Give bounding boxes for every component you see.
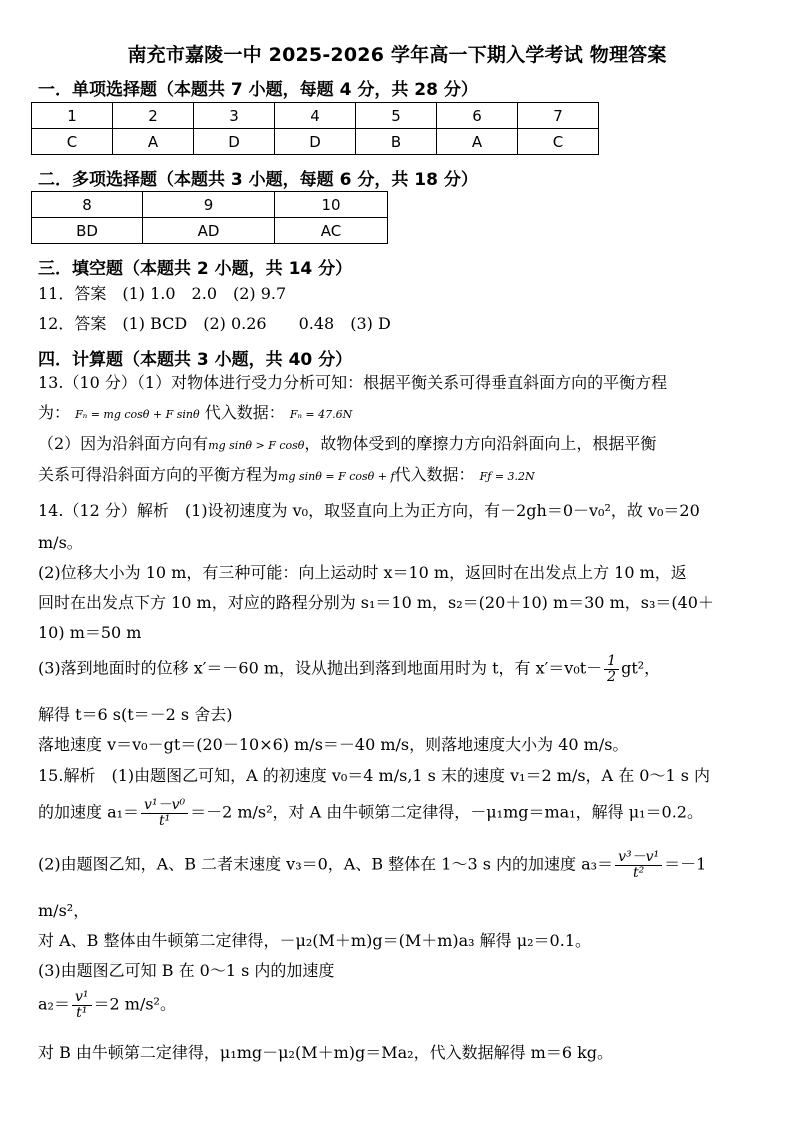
table-row-numbers [32, 103, 599, 129]
q14-line2: m/s。 [38, 533, 83, 552]
q15-text: ＝－2 m/s²，对 A 由牛顿第二定律得，－μ₁mg＝ma₁，解得 μ₁＝0.2。 [190, 802, 703, 822]
q13-text: （2）因为沿斜面方向有 [38, 434, 209, 453]
q15-text: ＝－1 [664, 854, 707, 874]
table-cell: BD [32, 218, 143, 244]
fraction-denominator: t¹ [158, 812, 171, 829]
fraction-numerator: v¹－v⁰ [141, 798, 188, 814]
q15-text: ＝2 m/s²。 [93, 994, 176, 1014]
table-cell: B [356, 129, 437, 155]
table-row-answers [32, 218, 388, 244]
q14-line3: (2)位移大小为 10 m，有三种可能：向上运动时 x＝10 m，返回时在出发点上方 10 m，返 [38, 563, 687, 582]
section1-answer-table [31, 102, 599, 155]
section2-answer-table [31, 191, 388, 244]
table-cell: D [275, 129, 356, 155]
q14-line8: 落地速度 v＝v₀－gt＝(20－10×6) m/s＝－40 m/s，则落地速度大小为 40 m/s。 [38, 735, 629, 754]
q13-text: 为： [38, 403, 71, 422]
table-cell: C [518, 129, 599, 155]
table-cell: 10 [275, 192, 388, 218]
q15-line8: 对 B 由牛顿第二定律得，μ₁mg－μ₂(M＋m)g＝Ma₂，代入数据解得 m＝6 kg。 [38, 1043, 614, 1062]
q14-text: (3)落到地面时的位移 x′＝－60 m，设从抛出到落到地面用时为 t，有 x′＝v₀t－ [38, 658, 603, 678]
table-cell: 7 [518, 103, 599, 129]
fraction [141, 798, 188, 828]
section4-heading: 四．计算题（本题共 3 小题，共 40 分） [38, 350, 353, 370]
fraction-denominator: t¹ [76, 1004, 88, 1021]
table-row-answers [32, 129, 599, 155]
q13-normal-force-value: Fₙ = 47.6N [289, 408, 353, 421]
q14-line6 [38, 654, 660, 684]
q14-text: gt²， [621, 658, 661, 678]
q14-line4: 回时在出发点下方 10 m，对应的路程分别为 s₁＝10 m，s₂＝(20＋10) m＝30 m，s₃＝(40＋ [38, 593, 714, 612]
q15-line6: (3)由题图乙可知 B 在 0～1 s 内的加速度 [38, 961, 335, 980]
q13-line3 [38, 436, 656, 452]
q13-line1: 13.（10 分）（1）对物体进行受力分析可知：根据平衡关系可得垂直斜面方向的平衡方程 [38, 373, 668, 392]
fraction-numerator: v³－v¹ [615, 850, 662, 866]
table-cell: AD [143, 218, 275, 244]
q13-friction-value: Fƒ = 3.2N [479, 470, 535, 483]
table-cell: 1 [32, 103, 113, 129]
q13-inequality: mg sinθ > F cosθ [208, 439, 305, 452]
q15-line2 [38, 798, 703, 828]
fraction-numerator: v¹ [72, 990, 92, 1006]
page-title: 南充市嘉陵一中 2025-2026 学年高一下期入学考试 物理答案 [127, 44, 667, 66]
q15-text: 的加速度 a₁＝ [38, 802, 140, 822]
section1-heading: 一．单项选择题（本题共 7 小题，每题 4 分，共 28 分） [38, 80, 478, 100]
table-cell: 3 [194, 103, 275, 129]
table-cell: C [32, 129, 113, 155]
fraction [72, 990, 92, 1020]
q15-text: (2)由题图乙知，A、B 二者末速度 v₃＝0，A、B 整体在 1～3 s 内的加速度 a₃＝ [38, 854, 614, 874]
fraction [615, 850, 662, 880]
table-cell: 5 [356, 103, 437, 129]
table-cell: A [437, 129, 518, 155]
table-cell: 4 [275, 103, 356, 129]
table-cell: AC [275, 218, 388, 244]
q13-normal-force-equation: Fₙ = mg cosθ + F sinθ [75, 408, 200, 421]
q13-text: 关系可得沿斜面方向的平衡方程为 [38, 465, 279, 484]
q13-text: 代入数据： [394, 465, 475, 484]
table-row-numbers [32, 192, 388, 218]
table-cell: 9 [143, 192, 275, 218]
table-cell: 6 [437, 103, 518, 129]
q15-line4: m/s²， [38, 901, 90, 920]
q15-line3 [38, 850, 706, 880]
table-cell: D [194, 129, 275, 155]
q13-text: 代入数据： [204, 403, 285, 422]
q14-line5: 10) m＝50 m [38, 623, 142, 642]
q13-line2 [38, 405, 352, 421]
fraction-denominator: 2 [607, 668, 617, 685]
table-cell: 8 [32, 192, 143, 218]
q13-text: ，故物体受到的摩擦力方向沿斜面向上，根据平衡 [304, 434, 657, 453]
q15-line7 [38, 990, 176, 1020]
q14-line1: 14.（12 分）解析 (1)设初速度为 v₀，取竖直向上为正方向，有－2gh＝0－v₀²，故 v₀＝20 [38, 501, 700, 520]
answer-q11: 11．答案 (1) 1.0 2.0 (2) 9.7 [38, 284, 287, 303]
q15-text: a₂＝ [38, 994, 70, 1014]
q13-line4 [38, 467, 535, 483]
q15-line5: 对 A、B 整体由牛顿第二定律得，－μ₂(M＋m)g＝(M＋m)a₃ 解得 μ₂＝0.1。 [38, 931, 592, 950]
section3-heading: 三．填空题（本题共 2 小题，共 14 分） [38, 259, 353, 279]
q13-incline-equation: mg sinθ = F cosθ + f [278, 470, 395, 483]
fraction-denominator: t² [632, 864, 645, 881]
section2-heading: 二．多项选择题（本题共 3 小题，每题 6 分，共 18 分） [38, 170, 478, 190]
q15-line1: 15.解析 (1)由题图乙可知，A 的初速度 v₀＝4 m/s,1 s 末的速度 v₁＝2 m/s，A 在 0～1 s 内 [38, 766, 711, 785]
table-cell: 2 [113, 103, 194, 129]
q14-line7: 解得 t＝6 s(t＝－2 s 舍去) [38, 705, 233, 724]
fraction [604, 654, 619, 684]
answer-q12: 12．答案 (1) BCD (2) 0.26 0.48 (3) D [38, 314, 391, 333]
table-cell: A [113, 129, 194, 155]
fraction-numerator: 1 [604, 654, 619, 670]
